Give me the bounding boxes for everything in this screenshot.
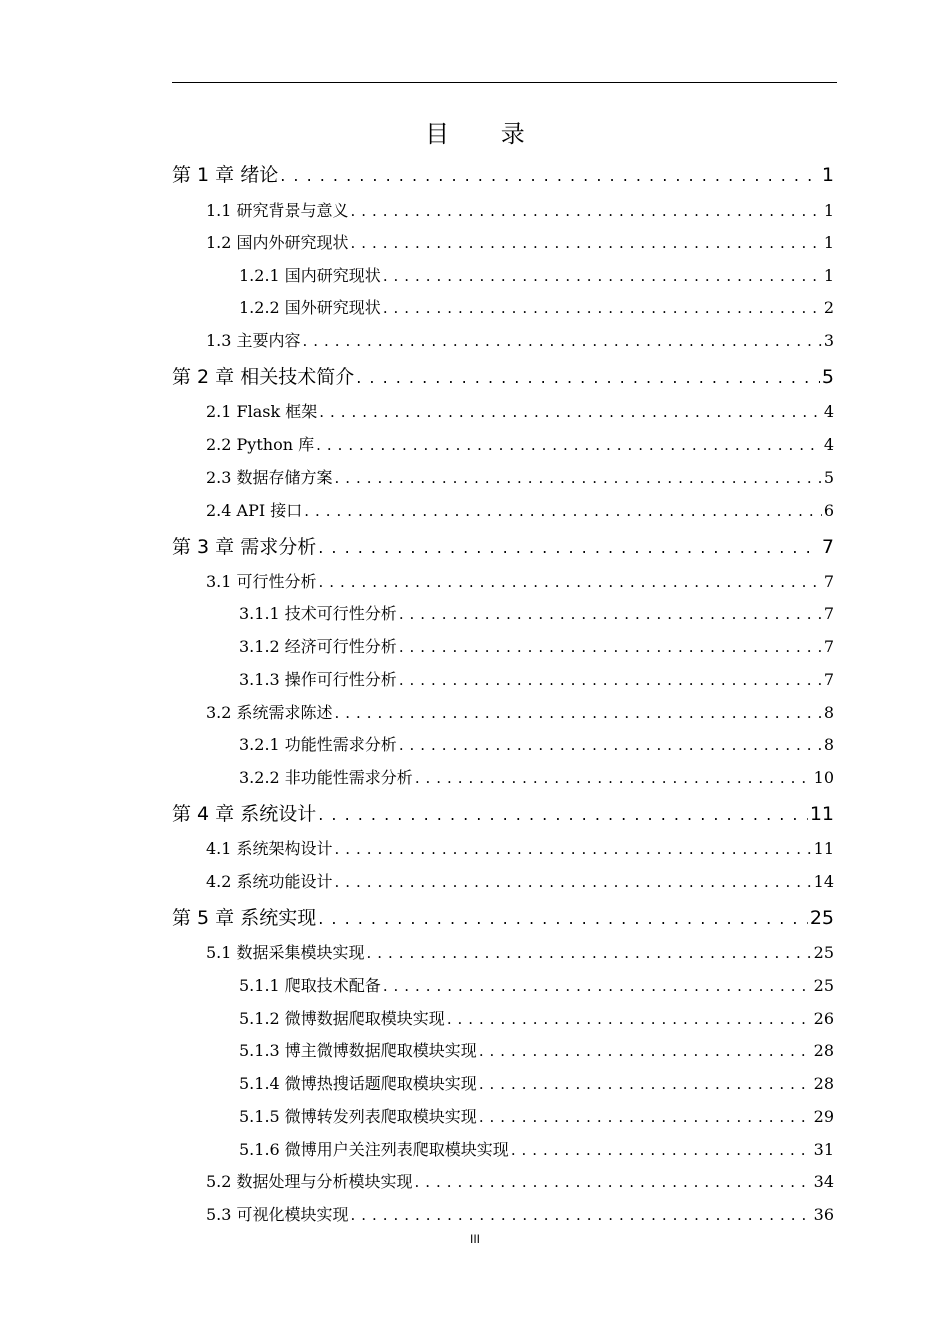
toc-section-2-1[interactable]: 2.1 Flask 框架 . . . 4 [206, 399, 834, 422]
toc-subsection-3-2-2[interactable]: 3.2.2 非功能性需求分析 . . . 10 [239, 765, 834, 788]
toc-section-5-1[interactable]: 5.1 数据采集模块实现 . . . 25 [206, 940, 834, 963]
toc-subsection-5-1-4[interactable]: 5.1.4 微博热搜话题爬取模块实现 . . . 28 [239, 1071, 834, 1094]
toc-chapter-5[interactable]: 第 5 章 系统实现 . . . 25 [172, 903, 834, 930]
toc-chapter-4[interactable]: 第 4 章 系统设计 . . . 11 [172, 799, 834, 826]
toc-subsection-3-2-1[interactable]: 3.2.1 功能性需求分析 . . . 8 [239, 732, 834, 755]
toc-section-2-4[interactable]: 2.4 API 接口 . . . 6 [206, 498, 834, 521]
toc-subsection-5-1-5[interactable]: 5.1.5 微博转发列表爬取模块实现 . . . 29 [239, 1104, 834, 1127]
toc-subsection-3-1-2[interactable]: 3.1.2 经济可行性分析 . . . 7 [239, 634, 834, 657]
toc-subsection-3-1-1[interactable]: 3.1.1 技术可行性分析 . . . 7 [239, 601, 834, 624]
toc-section-1-3[interactable]: 1.3 主要内容 . . . 3 [206, 328, 834, 351]
page-number: III [469, 1232, 480, 1246]
toc-subsection-5-1-6[interactable]: 5.1.6 微博用户关注列表爬取模块实现 . . . 31 [239, 1137, 834, 1160]
toc-section-2-2[interactable]: 2.2 Python 库 . . . 4 [206, 432, 834, 455]
toc-subsection-5-1-3[interactable]: 5.1.3 博主微博数据爬取模块实现 . . . 28 [239, 1038, 834, 1061]
toc-section-3-2[interactable]: 3.2 系统需求陈述 . . . 8 [206, 700, 834, 723]
toc-section-1-1[interactable]: 1.1 研究背景与意义 . . . 1 [206, 198, 834, 221]
toc-section-3-1[interactable]: 3.1 可行性分析 . . . 7 [206, 569, 834, 592]
toc-chapter-3[interactable]: 第 3 章 需求分析 . . . 7 [172, 532, 834, 559]
toc-subsection-1-2-2[interactable]: 1.2.2 国外研究现状 . . . 2 [239, 295, 834, 318]
toc-subsection-1-2-1[interactable]: 1.2.1 国内研究现状 . . . 1 [239, 263, 834, 286]
toc-section-4-1[interactable]: 4.1 系统架构设计 . . . 11 [206, 836, 834, 859]
toc-subsection-3-1-3[interactable]: 3.1.3 操作可行性分析 . . . 7 [239, 667, 834, 690]
toc-subsection-5-1-1[interactable]: 5.1.1 爬取技术配备 . . . 25 [239, 973, 834, 996]
header-rule [172, 82, 837, 83]
toc-section-4-2[interactable]: 4.2 系统功能设计 . . . 14 [206, 869, 834, 892]
toc-section-5-3[interactable]: 5.3 可视化模块实现 . . . 36 [206, 1202, 834, 1225]
toc-section-1-2[interactable]: 1.2 国内外研究现状 . . . 1 [206, 230, 834, 253]
toc-chapter-1[interactable]: 第 1 章 绪论 . . . 1 [172, 160, 834, 187]
toc-section-5-2[interactable]: 5.2 数据处理与分析模块实现 . . . 34 [206, 1169, 834, 1192]
toc-subsection-5-1-2[interactable]: 5.1.2 微博数据爬取模块实现 . . . 26 [239, 1006, 834, 1029]
toc-chapter-2[interactable]: 第 2 章 相关技术简介 . . . 5 [172, 362, 834, 389]
toc-title: 目 录 [425, 120, 547, 148]
toc-section-2-3[interactable]: 2.3 数据存储方案 . . . 5 [206, 465, 834, 488]
